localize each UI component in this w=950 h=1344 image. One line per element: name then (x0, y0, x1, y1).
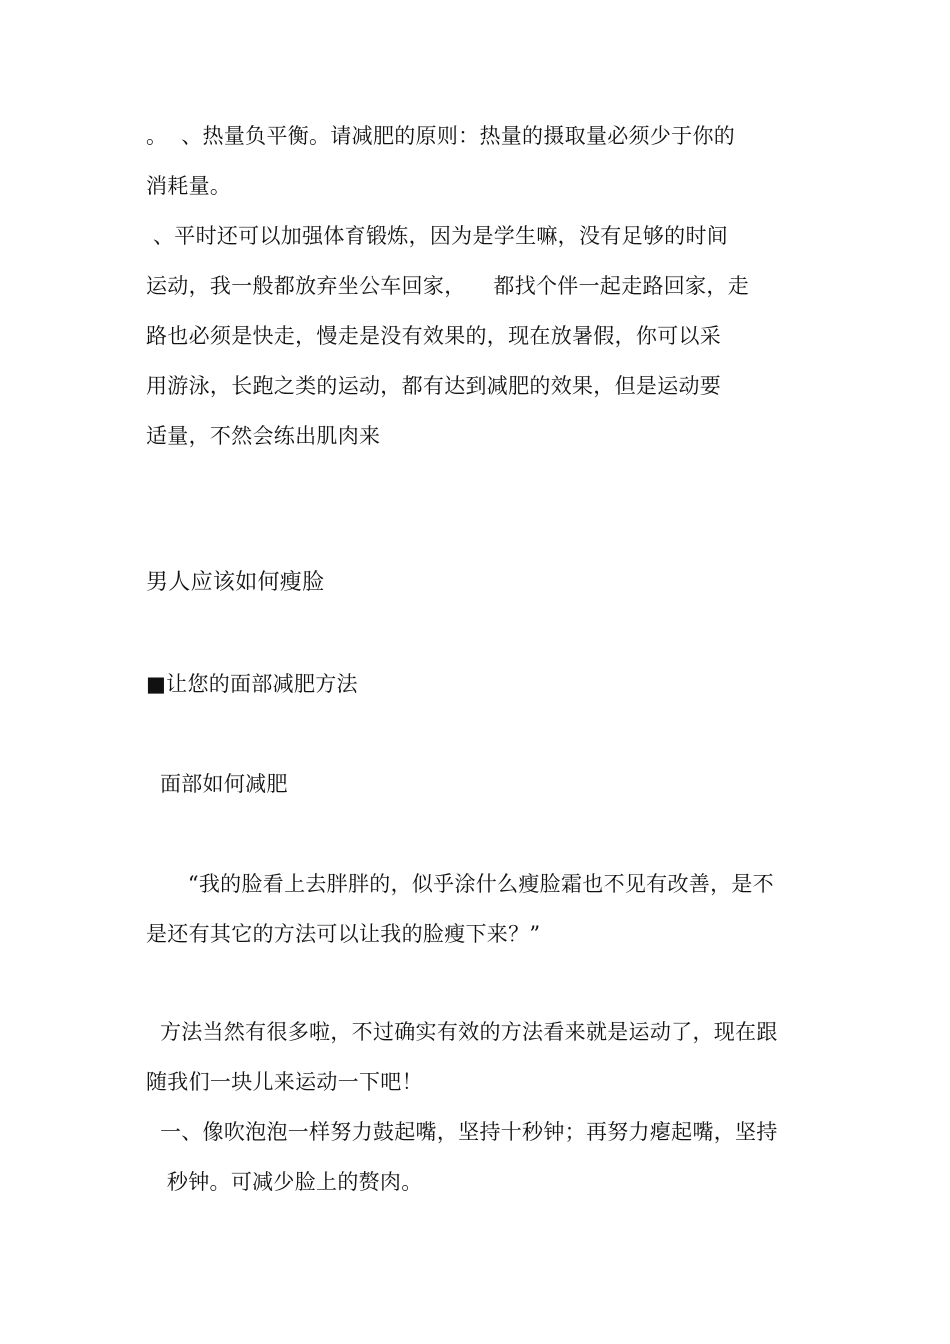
subtitle: ■让您的面部减肥方法 (146, 672, 358, 696)
section-title: 男人应该如何瘦脸 (146, 570, 325, 595)
answer-line1: 方法当然有很多啦，不过确实有效的方法看来就是运动了，现在跟 (146, 1020, 778, 1044)
para2-line4: 用游泳，长跑之类的运动，都有达到减肥的效果，但是运动要 (146, 374, 722, 398)
section-heading: 面部如何减肥 (146, 772, 288, 796)
para2-line2: 运动，我一般都放弃坐公车回家， 都找个伴一起走路回家，走 (146, 274, 749, 298)
para1-line2: 消耗量。 (146, 174, 232, 198)
para1-line1: 。 、热量负平衡。请减肥的原则：热量的摄取量必须少于你的 (146, 124, 736, 148)
quote-line1: “我的脸看上去胖胖的，似乎涂什么瘦脸霜也不见有改善，是不 (146, 872, 774, 896)
quote-line2: 是还有其它的方法可以让我的脸瘦下来？” (146, 922, 541, 946)
para2-line1: 、平时还可以加强体育锻炼，因为是学生嘛，没有足够的时间 (146, 224, 729, 248)
para2-line3: 路也必须是快走，慢走是没有效果的，现在放暑假，你可以采 (146, 324, 722, 348)
step1-line1: 一、像吹泡泡一样努力鼓起嘴，坚持十秒钟；再努力瘪起嘴，坚持 (146, 1120, 778, 1144)
para2-line5: 适量，不然会练出肌肉来 (146, 424, 381, 448)
step1-line2: 秒钟。可减少脸上的赘肉。 (146, 1170, 423, 1194)
answer-line2: 随我们一块儿来运动一下吧！ (146, 1070, 423, 1094)
